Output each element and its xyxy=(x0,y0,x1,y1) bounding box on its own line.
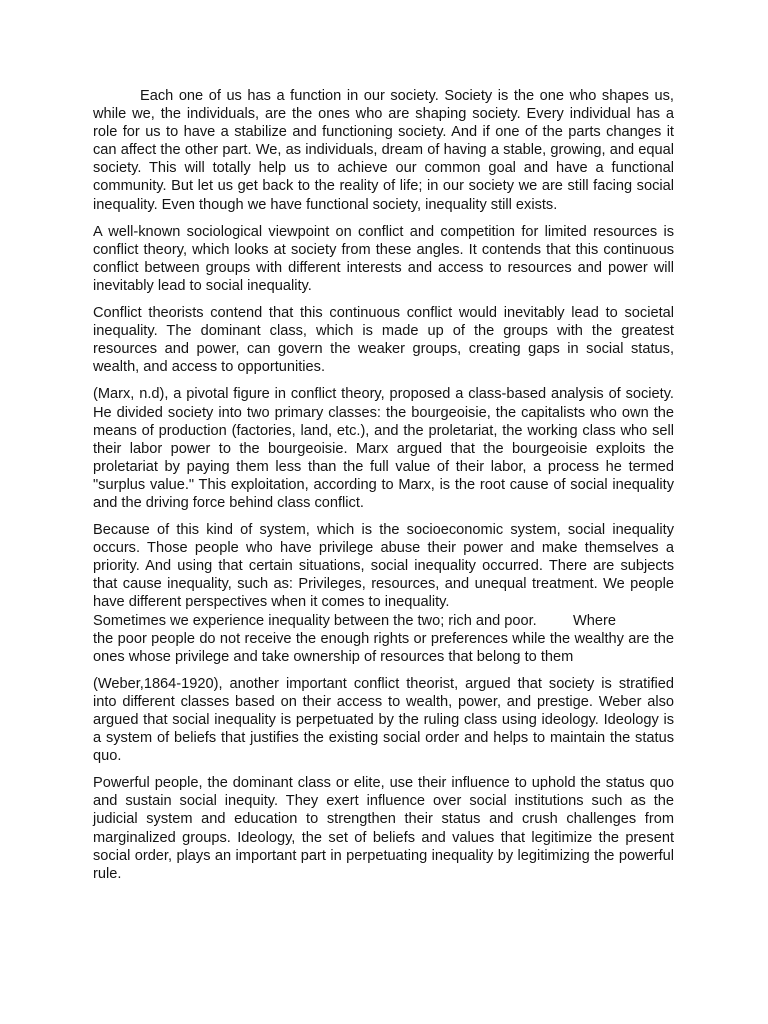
paragraph-7: Powerful people, the dominant class or elite, use their influence to uphold the status quo and sustain social inequity. They exert influence over social institutions such as the judicial system and education to strengthen their status and crush challenges from marginalized groups. Ideology, the set of beliefs and values that legitimize the present social order, plays an important part in perpetuating inequality by legitimizing the powerful rule. xyxy=(93,775,674,882)
paragraph-4: (Marx, n.d), a pivotal figure in conflict theory, proposed a class-based analysis of society. He divided society into two primary classes: the bourgeoisie, the capitalists who own the means of production (factories, land, etc.), and the proletariat, the working class who sell their labor power to the bourgeoisie. Marx argued that the bourgeoisie exploits the proletariat by paying them less than the full value of their labor, a process he termed "surplus value." This exploitation, according to Marx, is the root cause of social inequality and the driving force behind class conflict. xyxy=(93,386,674,511)
paragraph-1: Each one of us has a function in our society. Society is the one who shapes us, while we, the individuals, are the ones who are shaping society. Every individual has a role for us to have a stabilize and functioning society. And if one of the parts changes it can affect the other part. We, as individuals, dream of having a stable, growing, and equal society. This will totally help us to achieve our common goal and have a functional community. But let us get back to the reality of life; in our society we are still facing social inequality. Even though we have functional society, inequality still exists. xyxy=(93,88,674,213)
paragraph-5-body: Because of this kind of system, which is the socioeconomic system, social inequality occurs. Those people who have privilege abuse their power and make themselves a priority. And using that certain situations, social inequality occurred. There are subjects that cause inequality, such as: Privileges, resources, and unequal treatment. We people have different perspectives when it comes to inequality. xyxy=(93,522,674,611)
paragraph-6: (Weber,1864-1920), another important conflict theorist, argued that society is stratified into different classes based on their access to wealth, power, and prestige. Weber also argued that social inequality is perpetuated by the ruling class using ideology. Ideology is a system of beliefs that justifies the existing social order and helps to maintain the status quo. xyxy=(93,675,674,765)
paragraph-5 xyxy=(93,521,674,666)
paragraph-5-split-right: Where xyxy=(573,612,616,629)
paragraph-5-split-line xyxy=(93,612,674,630)
paragraph-2: A well-known sociological viewpoint on conflict and competition for limited resources is conflict theory, which looks at society from these angles. It contends that this continuous conflict between groups with different interests and access to resources and power will inevitably lead to social inequality. xyxy=(93,223,674,294)
paragraph-5-tail: the poor people do not receive the enough rights or preferences while the wealthy are the ones whose privilege and take ownership of resources that belong to them xyxy=(93,630,674,665)
paragraph-3: Conflict theorists contend that this continuous conflict would inevitably lead to societal inequality. The dominant class, which is made up of the groups with the greatest resources and power, can govern the weaker groups, creating gaps in social status, wealth, and access to opportunities. xyxy=(93,305,674,376)
paragraph-5-split-left: Sometimes we experience inequality between the two; rich and poor. xyxy=(93,612,537,629)
